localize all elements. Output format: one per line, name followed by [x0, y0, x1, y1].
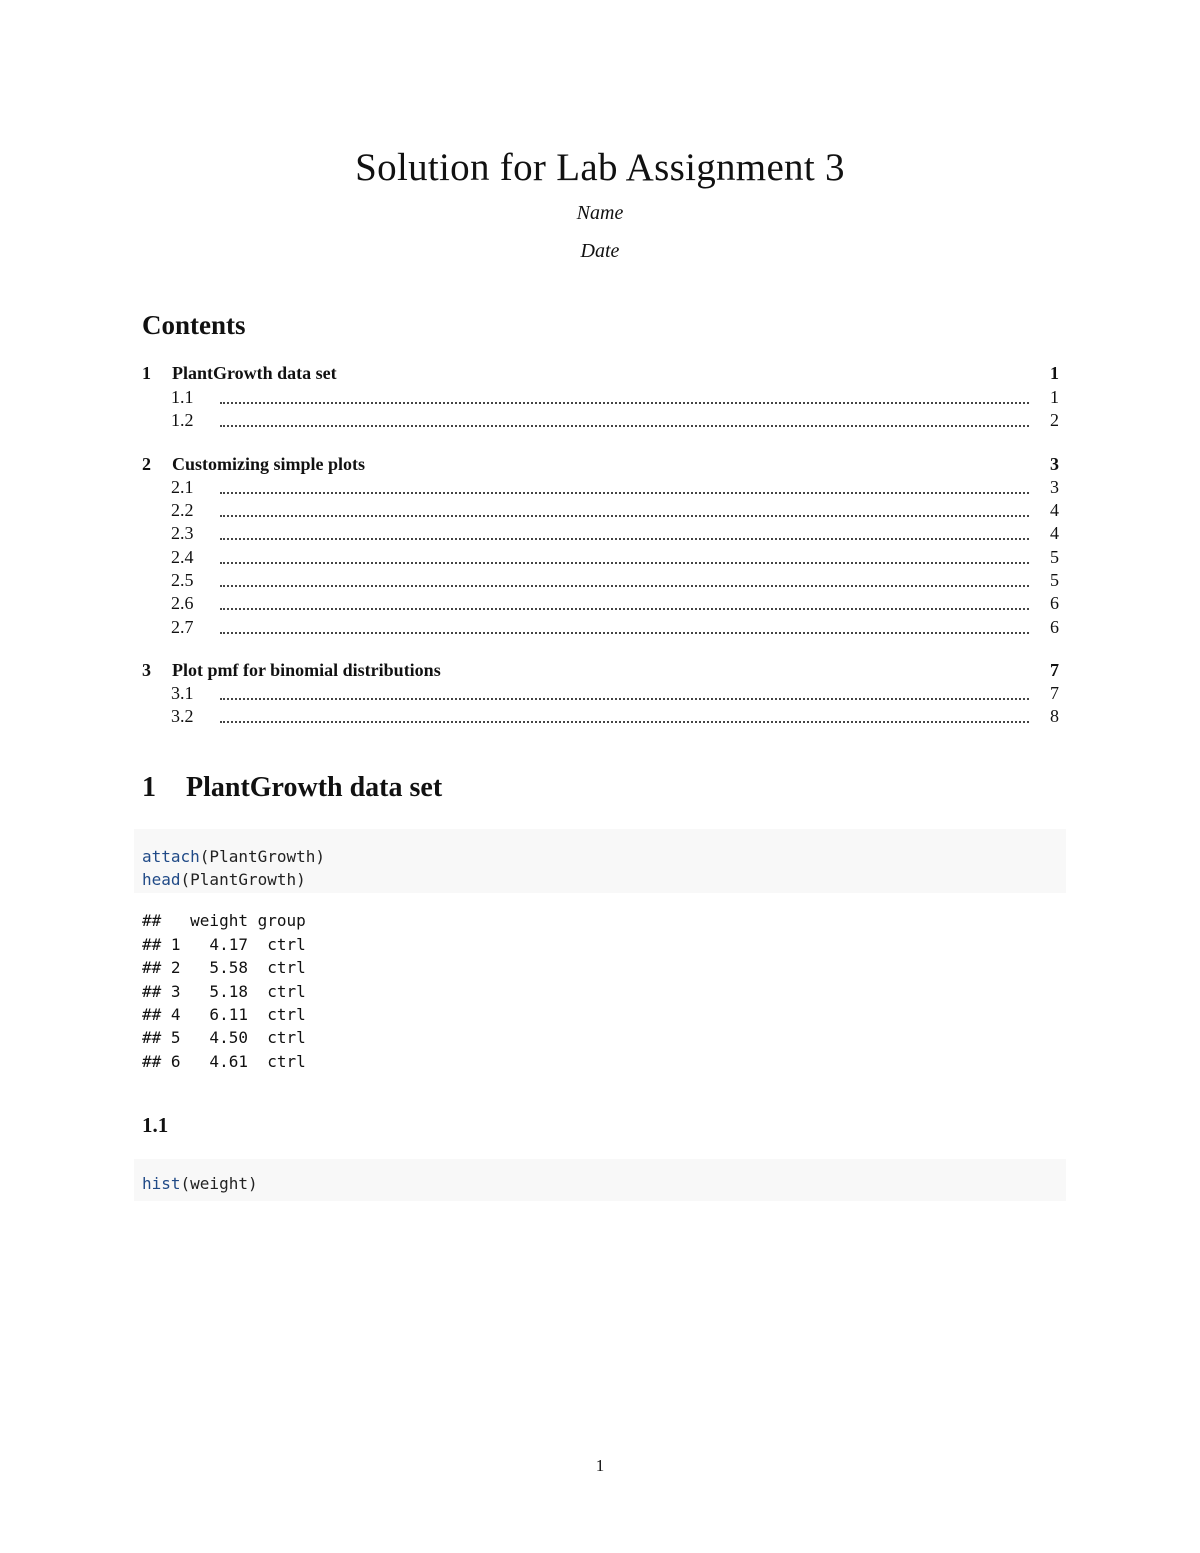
output-line: ## 1 4.17 ctrl: [142, 935, 306, 954]
output-line: ## 3 5.18 ctrl: [142, 982, 306, 1001]
code-line: [142, 847, 325, 866]
toc-page-number: 1: [1050, 363, 1059, 383]
toc-leader-dots: [220, 699, 1029, 723]
toc-page-number: 4: [1050, 523, 1059, 543]
author-name: Name: [576, 202, 624, 224]
code-args: (PlantGrowth): [199, 847, 326, 866]
toc-page-number: 6: [1050, 617, 1059, 637]
toc-leader-dots: [220, 563, 1029, 587]
subsection-heading-1-1: 1.1: [142, 1113, 169, 1137]
toc-subsection-number: 2.1: [171, 477, 194, 497]
toc-subsection-1-2[interactable]: [142, 409, 1059, 431]
toc-subsection-number: 2.2: [171, 500, 194, 520]
toc-subsection-3-2[interactable]: [142, 705, 1059, 727]
page-number: 1: [595, 1456, 605, 1475]
document-date: Date: [580, 240, 620, 262]
toc-subsection-number: 2.4: [171, 547, 194, 567]
toc-page-number: 7: [1050, 683, 1059, 703]
toc-subsection-number: 1.2: [171, 410, 194, 430]
toc-subsection-number: 1.1: [171, 387, 194, 407]
toc-section-label: Customizing simple plots: [172, 454, 366, 474]
code-function: head: [142, 870, 181, 889]
toc-leader-dots: [220, 470, 1029, 494]
toc-page-number: 5: [1050, 570, 1059, 590]
toc-page-number: 8: [1050, 706, 1059, 726]
output-line: ## weight group: [142, 911, 306, 930]
toc-page-number: 3: [1050, 477, 1059, 497]
toc-leader-dots: [220, 586, 1029, 610]
toc-subsection-2-7[interactable]: [142, 616, 1059, 638]
toc-page-number: 2: [1050, 410, 1059, 430]
toc-subsection-number: 2.5: [171, 570, 194, 590]
output-line: ## 2 5.58 ctrl: [142, 958, 306, 977]
code-function: attach: [142, 847, 200, 866]
toc-leader-dots: [220, 403, 1029, 427]
toc-leader-dots: [220, 516, 1029, 540]
toc-section-number: 3: [142, 660, 151, 680]
toc-section-label: PlantGrowth data set: [172, 363, 337, 383]
toc-page-number: 7: [1050, 660, 1059, 680]
code-args: (weight): [180, 1174, 258, 1193]
output-line: ## 5 4.50 ctrl: [142, 1028, 306, 1047]
output-line: ## 4 6.11 ctrl: [142, 1005, 306, 1024]
toc-subsection-number: 3.1: [171, 683, 194, 703]
toc-page-number: 3: [1050, 454, 1059, 474]
toc-page-number: 1: [1050, 387, 1059, 407]
toc-subsection-number: 2.3: [171, 523, 194, 543]
document-title: Solution for Lab Assignment 3: [355, 146, 845, 189]
section-number: 1: [142, 772, 156, 803]
toc-leader-dots: [220, 540, 1029, 564]
toc-leader-dots: [220, 676, 1029, 700]
code-args: (PlantGrowth): [180, 870, 306, 889]
toc-leader-dots: [220, 610, 1029, 634]
code-function: hist: [142, 1174, 181, 1193]
section-title: PlantGrowth data set: [186, 772, 443, 803]
code-block: [134, 1159, 1066, 1201]
toc-section-number: 1: [142, 363, 151, 383]
toc-subsection-number: 3.2: [171, 706, 194, 726]
toc-page-number: 6: [1050, 593, 1059, 613]
toc-leader-dots: [220, 380, 1029, 404]
toc-subsection-number: 2.6: [171, 593, 194, 613]
contents-heading: Contents: [142, 310, 246, 340]
section-heading-1: [142, 772, 442, 804]
output-line: ## 6 4.61 ctrl: [142, 1052, 306, 1071]
code-block: [134, 829, 1066, 893]
code-line: [142, 1174, 258, 1193]
code-line: [142, 870, 306, 889]
toc-page-number: 5: [1050, 547, 1059, 567]
toc-subsection-number: 2.7: [171, 617, 194, 637]
toc-section-number: 2: [142, 454, 151, 474]
toc-page-number: 4: [1050, 500, 1059, 520]
toc-leader-dots: [220, 493, 1029, 517]
toc-section-label: Plot pmf for binomial distributions: [172, 660, 441, 680]
